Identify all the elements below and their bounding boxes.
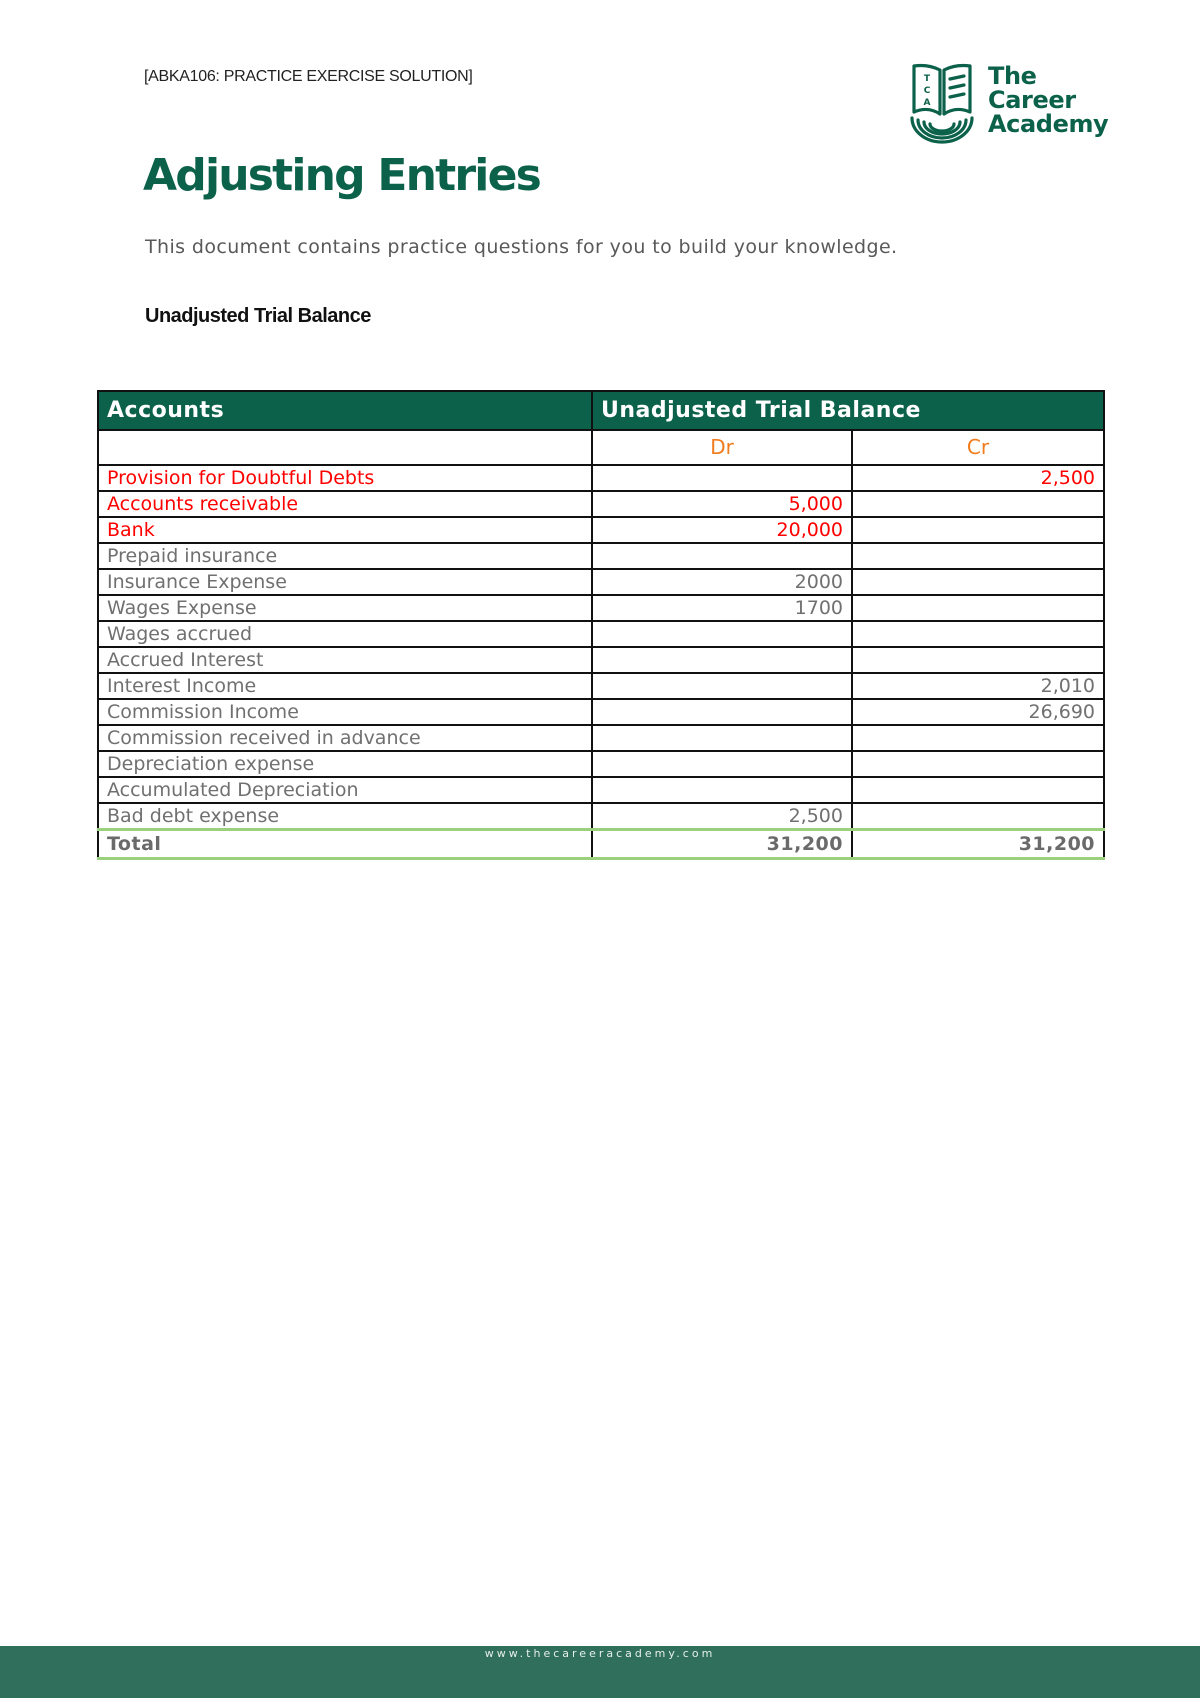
account-name: Insurance Expense — [98, 569, 592, 595]
table-row — [98, 517, 1104, 543]
table-row — [98, 803, 1104, 830]
account-name: Interest Income — [98, 673, 592, 699]
logo-line-career: Career — [988, 86, 1076, 114]
account-name: Prepaid insurance — [98, 543, 592, 569]
account-name: Wages Expense — [98, 595, 592, 621]
account-name: Depreciation expense — [98, 751, 592, 777]
debit-value: 5,000 — [592, 491, 852, 517]
credit-value — [852, 621, 1104, 647]
intro-text: This document contains practice questions for you to build your knowledge. — [145, 236, 898, 258]
account-name: Wages accrued — [98, 621, 592, 647]
table-subheader-row — [98, 430, 1104, 465]
table-header-row — [98, 391, 1104, 430]
credit-value — [852, 725, 1104, 751]
logo-mark-letter-a: A — [923, 98, 931, 108]
table-row — [98, 699, 1104, 725]
table-row — [98, 569, 1104, 595]
page-title: Adjusting Entries — [143, 150, 541, 201]
table-row — [98, 777, 1104, 803]
credit-value — [852, 751, 1104, 777]
debit-value: 20,000 — [592, 517, 852, 543]
table-row — [98, 621, 1104, 647]
credit-value — [852, 569, 1104, 595]
debit-value — [592, 465, 852, 491]
account-name: Bank — [98, 517, 592, 543]
credit-value — [852, 595, 1104, 621]
logo-mark-letter-c: C — [923, 86, 931, 96]
column-header-accounts: Accounts — [98, 391, 592, 430]
debit-value — [592, 725, 852, 751]
book-arch-logo-icon — [908, 62, 976, 144]
subheader-cr: Cr — [852, 430, 1104, 465]
debit-value — [592, 699, 852, 725]
debit-value — [592, 751, 852, 777]
table-row — [98, 725, 1104, 751]
credit-value: 2,010 — [852, 673, 1104, 699]
total-label: Total — [98, 830, 592, 859]
account-name: Bad debt expense — [98, 803, 592, 830]
debit-value: 2,500 — [592, 803, 852, 830]
total-credit: 31,200 — [852, 830, 1104, 859]
debit-value: 1700 — [592, 595, 852, 621]
logo-line-academy: Academy — [988, 110, 1109, 138]
account-name: Accumulated Depreciation — [98, 777, 592, 803]
logo-mark-letter-t: T — [923, 74, 931, 84]
logo-wordmark — [988, 64, 1108, 136]
credit-value — [852, 517, 1104, 543]
credit-value — [852, 543, 1104, 569]
table-row — [98, 595, 1104, 621]
credit-value — [852, 777, 1104, 803]
document-header-tag: [ABKA106: PRACTICE EXERCISE SOLUTION] — [144, 68, 473, 85]
logo-line-the: The — [988, 62, 1037, 90]
table-row — [98, 491, 1104, 517]
debit-value: 2000 — [592, 569, 852, 595]
career-academy-logo — [908, 62, 1124, 146]
table-row — [98, 465, 1104, 491]
account-name: Provision for Doubtful Debts — [98, 465, 592, 491]
credit-value — [852, 803, 1104, 830]
debit-value — [592, 621, 852, 647]
unadjusted-trial-balance-table — [97, 390, 1105, 860]
column-header-unadjusted-trial-balance: Unadjusted Trial Balance — [592, 391, 1104, 430]
total-row — [98, 830, 1104, 859]
account-name: Accounts receivable — [98, 491, 592, 517]
credit-value — [852, 647, 1104, 673]
debit-value — [592, 673, 852, 699]
debit-value — [592, 777, 852, 803]
table-row — [98, 673, 1104, 699]
subheader-blank — [98, 430, 592, 465]
total-debit: 31,200 — [592, 830, 852, 859]
footer-website: www.thecareeracademy.com — [484, 1647, 716, 1660]
credit-value: 26,690 — [852, 699, 1104, 725]
account-name: Commission received in advance — [98, 725, 592, 751]
subheader-dr: Dr — [592, 430, 852, 465]
debit-value — [592, 543, 852, 569]
account-name: Accrued Interest — [98, 647, 592, 673]
section-heading: Unadjusted Trial Balance — [145, 305, 371, 327]
table-row — [98, 647, 1104, 673]
credit-value: 2,500 — [852, 465, 1104, 491]
credit-value — [852, 491, 1104, 517]
account-name: Commission Income — [98, 699, 592, 725]
table-row — [98, 543, 1104, 569]
debit-value — [592, 647, 852, 673]
table-row — [98, 751, 1104, 777]
